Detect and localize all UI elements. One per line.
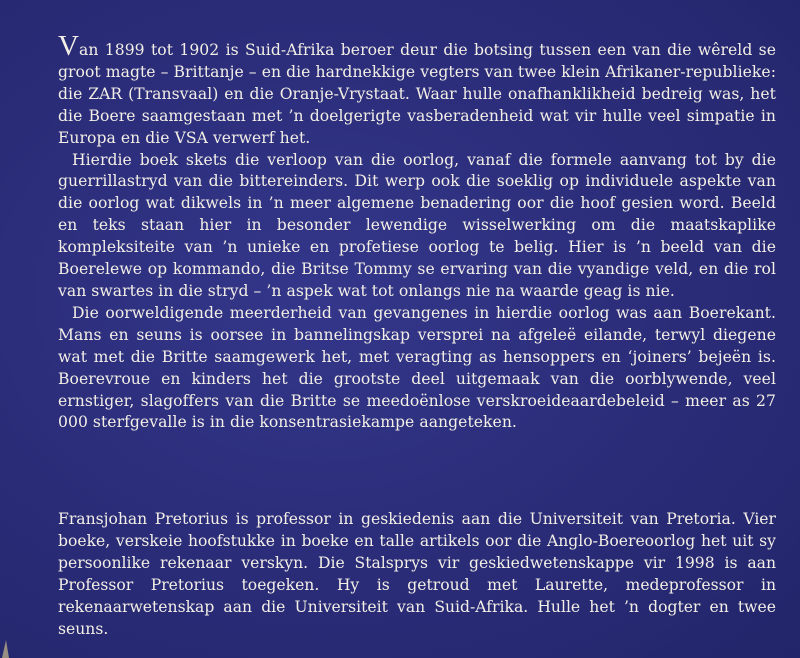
blurb-paragraph-2: Hierdie boek skets die verloop van die oorlog, vanaf die formele aanvang tot by die guerrillastryd van die bittereinders. Dit werp ook die soeklig op individuele aspekte van die oorlog wat dikwels in ’n meer algemene benadering oor die hoof gesien word. Beeld en teks staan hier in besonder lewendige wisselwerking om die maatskaplike kompleksiteite van ’n unieke en profetiese oorlog te belig. Hier is ’n beeld van die Boerelewe op kommando, die Britse Tommy se ervaring van die vyandige veld, en die rol van swartes in die stryd – ’n aspek wat tot onlangs nie na waarde geag is nie. [58,150,776,300]
dropcap-letter: V [58,30,79,62]
blurb-text [58,30,776,434]
blurb-paragraph-3: Die oorweldigende meerderheid van gevangenes in hierdie oorlog was aan Boerekant. Mans en seuns is oorsee in bannelingskap versprei na afgeleë eilande, terwyl diegene wat met die Britte saamgewerk het, met veragting as hensoppers en ‘joiners’ bejeën is. Boerevroue en kinders het die grootste deel uitgemaak van die oorblywende, veel ernstiger, slagoffers van die Britte se meedoënlose verskroeideaardebeleid – meer as 27 000 sterfgevalle is in die konsentrasiekampe aangeteken. [58,303,776,432]
author-bio [58,509,776,640]
blurb-paragraph-1-text: an 1899 tot 1902 is Suid-Afrika beroer deur die botsing tussen een van die wêreld se groot magte – Brittanje – en die hardnekkige vegters van twee klein Afrikaner-republieke: die ZAR (Transvaal) en die Oranje-Vrystaat. Waar hulle onafhanklikheid bedreig was, het die Boere saamgestaan met ’n doelgerigte vasberadenheid wat vir hulle veel simpatie in Europa en die VSA verwerf het. [58,41,776,147]
corner-decoration-icon [0,618,20,658]
author-bio-text: Fransjohan Pretorius is professor in geskiedenis aan die Universiteit van Pretoria. Vier boeke, verskeie hoofstukke in boeke en talle artikels oor die Anglo-Boereoorlog het uit sy persoonlike rekenaar verskyn. Die Stalsprys vir geskiedwetenskappe vir 1998 is aan Professor Pretorius toegeken. Hy is getroud met Laurette, medeprofessor in rekenaarwetenskap aan die Universiteit van Suid-Afrika. Hulle het ’n dogter en twee seuns. [58,510,776,638]
blurb-paragraph-1 [58,30,776,150]
